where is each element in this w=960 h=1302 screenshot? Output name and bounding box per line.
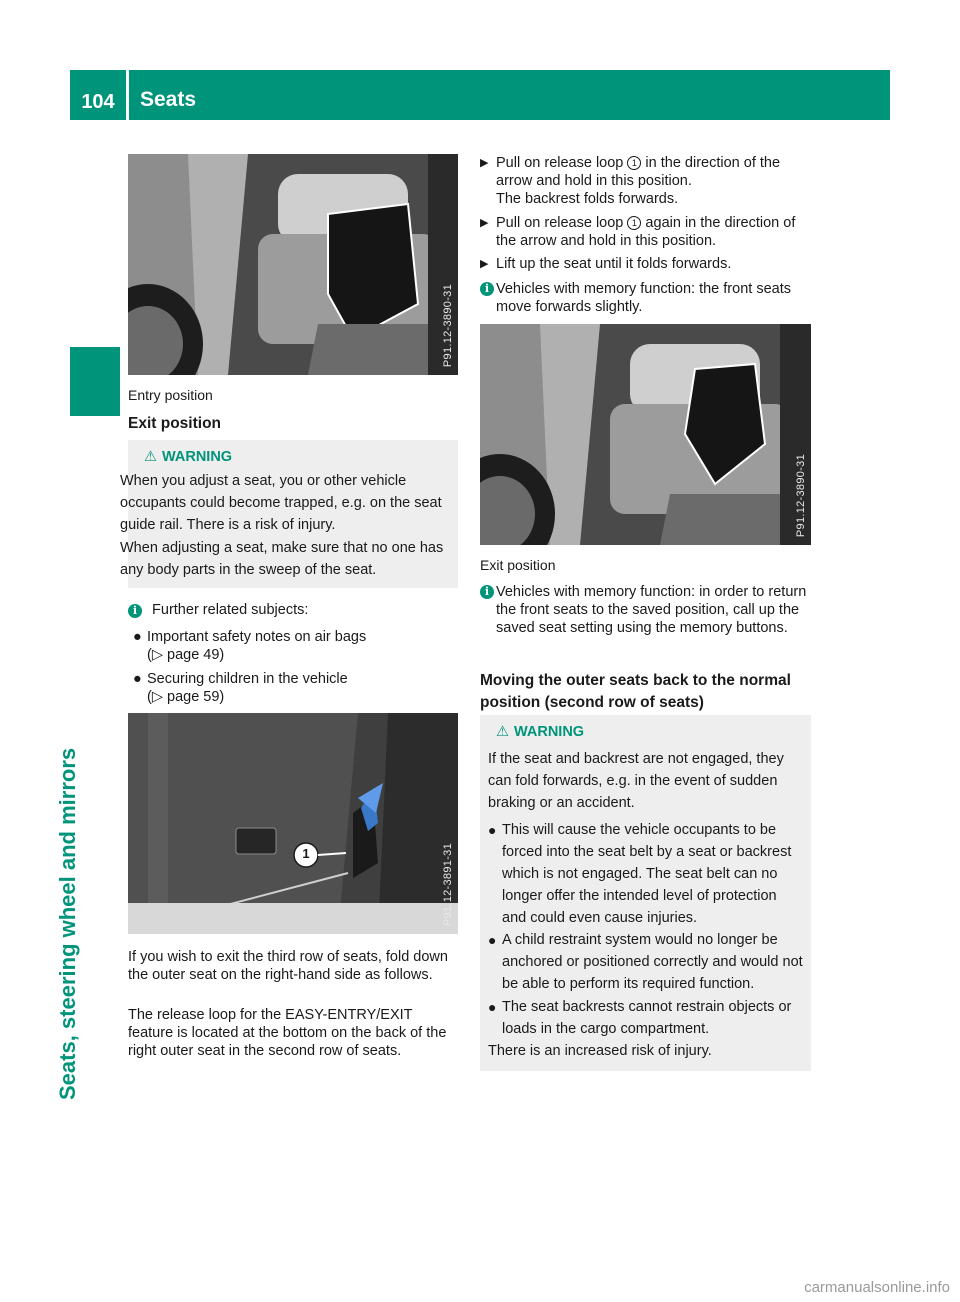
page-reference-link[interactable]: (▷ page 49) [147, 647, 225, 663]
callout-marker: 1 [627, 156, 641, 170]
warning-triangle-icon: ⚠ [496, 724, 509, 740]
body-paragraph: The release loop for the EASY-ENTRY/EXIT feature is located at the bottom on the back of the right outer seat in the second row of seats. [128, 1007, 447, 1059]
info-note [480, 280, 812, 316]
step-text: Lift up the seat until it folds forwards. [496, 256, 732, 272]
instruction-step [480, 255, 812, 273]
release-loop-image [128, 713, 458, 934]
header-divider [126, 70, 129, 120]
info-text: Further related subjects: [152, 602, 309, 618]
exit-position-caption: Exit position [480, 557, 556, 573]
warning-box [120, 440, 458, 588]
warning-header [144, 448, 232, 466]
entry-position-caption: Entry position [128, 387, 213, 403]
instruction-step: ▶ Pull on release loop 1 again in the direction of the arrow and hold in this position. [480, 215, 796, 249]
warning-label: WARNING [162, 449, 233, 465]
section-heading: Moving the outer seats back to the normal position (second row of seats) [480, 672, 791, 711]
watermark: carmanualsonline.info [804, 1279, 950, 1296]
page-title: Seats [140, 88, 197, 111]
step-arrow-icon: ▶ [480, 157, 489, 169]
info-text: Vehicles with memory function: the front seats move forwards slightly. [496, 281, 791, 315]
warning-bullet: ● A child restraint system would no longer be anchored or positioned correctly and would not be able to perform its required function. [488, 929, 804, 995]
warning-bullet: ● The seat backrests cannot restrain objects or loads in the cargo compartment. [488, 996, 804, 1040]
step-arrow-icon: ▶ [480, 258, 489, 270]
entry-position-image [128, 154, 458, 375]
image-code: P91.12-3890-31 [442, 283, 454, 367]
info-icon: i [480, 585, 494, 599]
image-code: P91.12-3890-31 [795, 453, 807, 537]
warning-paragraph: There is an increased risk of injury. [488, 1043, 712, 1059]
list-item: ● Important safety notes on air bags (▷ page 49) [133, 629, 367, 663]
image-code: P91.12-3891-31 [442, 842, 454, 926]
body-paragraph: If you wish to exit the third row of seats, fold down the outer seat on the right-hand side as follows. [128, 949, 448, 983]
warning-bullet-text: This will cause the vehicle occupants to be forced into the seat belt by a seat or backrest which is not engaged. The seat belt can no longer offer the intended level of protection and could even cause injuries. [502, 822, 792, 926]
warning-paragraph: If the seat and backrest are not engaged, they can fold forwards, e.g. in the event of sudden braking or an accident. [488, 751, 784, 811]
exit-position-heading: Exit position [128, 415, 221, 432]
warning-bullet-text: The seat backrests cannot restrain objects or loads in the cargo compartment. [502, 999, 792, 1037]
warning-header [496, 723, 584, 741]
page-reference-link[interactable]: (▷ page 59) [147, 689, 225, 705]
exit-position-image [480, 324, 811, 545]
chapter-title: Seats, steering wheel and mirrors [55, 747, 80, 1100]
warning-bullet: ● This will cause the vehicle occupants to be forced into the seat belt by a seat or backrest which is not engaged. The seat belt can no longer offer the intended level of protection and could even cause injuries. [488, 819, 804, 929]
warning-box [480, 715, 811, 1071]
info-text: Vehicles with memory function: in order to return the front seats to the saved position, call up the saved seat setting using the memory buttons. [496, 584, 807, 636]
instruction-step: ▶ Pull on release loop 1 in the direction of the arrow and hold in this position. The backrest folds forwards. [480, 155, 781, 207]
callout-number: 1 [302, 846, 310, 861]
page-number: 104 [81, 91, 115, 113]
warning-paragraph: When adjusting a seat, make sure that no one has any body parts in the sweep of the seat. [120, 540, 444, 578]
callout-marker: 1 [627, 216, 641, 230]
warning-label: WARNING [514, 724, 585, 740]
warning-bullet-text: A child restraint system would no longer be anchored or positioned correctly and would not be able to perform its required function. [502, 932, 803, 992]
warning-triangle-icon: ⚠ [144, 449, 157, 465]
list-item-text: Important safety notes on air bags [147, 629, 367, 645]
info-note [480, 583, 812, 637]
list-item: ● Securing children in the vehicle (▷ page 59) [133, 671, 348, 705]
info-note [128, 601, 458, 619]
step-arrow-icon: ▶ [480, 217, 489, 229]
step-result: The backrest folds forwards. [496, 191, 679, 207]
info-icon: i [480, 282, 494, 296]
list-item-text: Securing children in the vehicle [147, 671, 348, 687]
chapter-tab-marker [70, 347, 120, 416]
warning-paragraph: When you adjust a seat, you or other vehicle occupants could become trapped, e.g. on the seat guide rail. There is a risk of injury. [120, 473, 442, 533]
info-icon: i [128, 604, 142, 618]
